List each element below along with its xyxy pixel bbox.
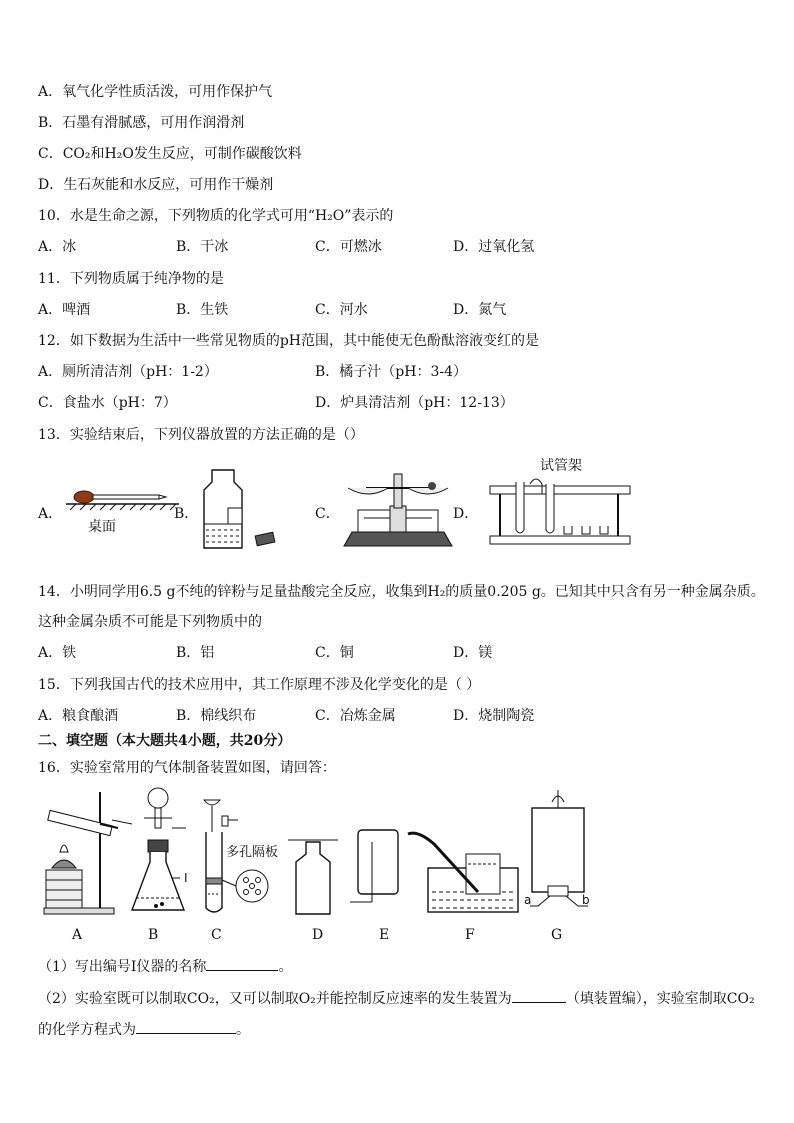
q10-option-b: B．干冰	[176, 239, 229, 255]
q10-option-d: D．过氧化氢	[453, 239, 535, 255]
q10-stem: 10．水是生命之源，下列物质的化学式可用“H₂O”表示的	[38, 208, 394, 224]
q12-stem: 12．如下数据为生活中一些常见物质的pH范围，其中能使无色酚酞溶液变红的是	[38, 333, 539, 349]
q16-sub2-mid: （填装置编），实验室制取CO₂	[565, 991, 755, 1007]
q16-sub2-line2-text: 的化学方程式为	[38, 1022, 136, 1038]
q12-option-d: D．炉具清洁剂（pH：12-13）	[315, 395, 514, 411]
q13-figure-c	[338, 466, 458, 552]
label-b: b	[582, 893, 590, 907]
q9-option-a: A．氧气化学性质活泼，可用作保护气	[38, 84, 273, 100]
q15-option-d: D．烧制陶瓷	[453, 708, 535, 724]
q9-option-d: D．生石灰能和水反应，可用作干燥剂	[38, 177, 274, 193]
q9-option-c: C．CO₂和H₂O发生反应，可制作碳酸饮料	[38, 146, 302, 162]
q14-option-c: C．铜	[315, 645, 354, 661]
q13-option-d: D．	[453, 506, 479, 522]
q14-option-a: A．铁	[38, 645, 77, 661]
q16-sub1-blank[interactable]	[206, 956, 278, 971]
q14-option-b: B．铝	[176, 645, 215, 661]
label-instrument-i: I	[184, 871, 188, 885]
q16-sub2-text: （2）实验室既可以制取CO₂，又可以制取O₂并能控制反应速率的发生装置为	[38, 991, 512, 1007]
q14-option-d: D．镁	[453, 645, 493, 661]
q12-option-a: A．厕所清洁剂（pH：1-2）	[38, 364, 218, 380]
q15-option-c: C．冶炼金属	[315, 708, 396, 724]
label-a: a	[524, 893, 532, 907]
q13-figure-a	[64, 480, 184, 540]
fig-letter-a: A	[72, 927, 83, 943]
q13-option-c: C．	[315, 506, 340, 522]
q16-stem: 16．实验室常用的气体制备装置如图，请回答：	[38, 760, 336, 776]
section-title: 二、填空题（本大题共4小题，共20分）	[38, 733, 292, 749]
q13-label-rack: 试管架	[540, 458, 582, 474]
q13-option-b: B．	[174, 506, 199, 522]
q12-option-c: C．食盐水（pH：7）	[38, 395, 177, 411]
fig-letter-b: B	[148, 927, 159, 943]
q16-apparatus-figure	[38, 782, 598, 920]
q15-option-b: B．棉线织布	[176, 708, 257, 724]
fig-letter-c: C	[211, 927, 222, 943]
q11-stem: 11．下列物质属于纯净物的是	[38, 271, 224, 287]
q10-option-a: A．冰	[38, 239, 77, 255]
q11-option-a: A．啤酒	[38, 302, 91, 318]
q13-figure-b	[198, 468, 278, 552]
q15-option-a: A．粮食酿酒	[38, 708, 119, 724]
q10-option-c: C．可燃冰	[315, 239, 382, 255]
q9-option-b: B．石墨有滑腻感，可用作润滑剂	[38, 115, 245, 131]
fig-letter-d: D	[312, 927, 324, 943]
q16-sub1-end: 。	[278, 959, 293, 975]
q16-sub2-blank1[interactable]	[512, 988, 566, 1003]
q16-sub2-blank2[interactable]	[136, 1019, 236, 1034]
q13-stem: 13．实验结束后，下列仪器放置的方法正确的是（）	[38, 427, 364, 443]
label-porous-plate: 多孔隔板	[226, 845, 279, 860]
q16-sub1-text: （1）写出编号I仪器的名称	[38, 959, 207, 975]
q11-option-c: C．河水	[315, 302, 368, 318]
q13-figure-d	[486, 474, 636, 546]
q12-option-b: B．橘子汁（pH：3-4）	[315, 364, 468, 380]
fig-letter-g: G	[551, 927, 563, 943]
q16-sub1	[38, 956, 292, 977]
q16-sub2-line1	[38, 988, 755, 1009]
q16-sub2-end: 。	[236, 1022, 250, 1038]
fig-letter-f: F	[465, 927, 475, 943]
q13-label-desk: 桌面	[88, 519, 116, 535]
q15-stem: 15．下列我国古代的技术应用中，其工作原理不涉及化学变化的是（ ）	[38, 677, 481, 693]
q14-stem-line1: 14．小明同学用6.5 g不纯的锌粉与足量盐酸完全反应，收集到H₂的质量0.205 g。已知其中只含有另一种金属杂质。	[38, 584, 765, 600]
q14-stem-line2: 这种金属杂质不可能是下列物质中的	[38, 614, 262, 630]
fig-letter-e: E	[379, 927, 390, 943]
q11-option-d: D．氮气	[453, 302, 507, 318]
q13-option-a: A．	[38, 506, 63, 522]
q16-sub2-line2	[38, 1019, 250, 1040]
q11-option-b: B．生铁	[176, 302, 229, 318]
